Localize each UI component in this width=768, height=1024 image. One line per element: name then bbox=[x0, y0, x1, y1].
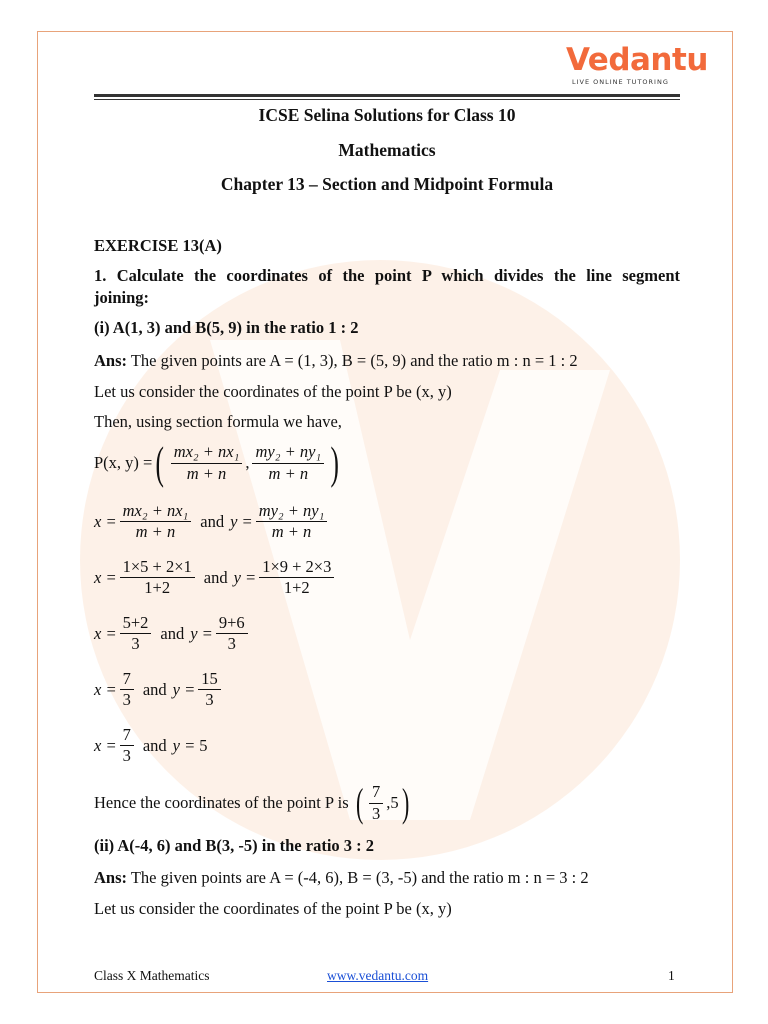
equation-step-4: x = $\frac{7}{3}$ and y = $\frac{15}{3}$ bbox=[94, 670, 224, 709]
fraction: $\frac{5+2}{3}$ bbox=[120, 614, 152, 653]
answer-text: The given points are A = (1, 3), B = (5, 9) and the ratio m : n = 1 : 2 bbox=[127, 351, 578, 370]
footer-website-link[interactable]: www.vedantu.com bbox=[327, 968, 429, 983]
equation-step-3: x = $\frac{5+2}{3}$ and y = $\frac{9+6}{3}$ bbox=[94, 614, 251, 653]
footer-link-wrapper bbox=[327, 968, 428, 984]
fraction: $\frac{\text{mx₂ + nx₁}}{m + n}$ bbox=[171, 443, 243, 482]
part-2-consider: Let us consider the coordinates of the point P be (x, y) bbox=[94, 899, 452, 918]
chapter-title: Chapter 13 – Section and Midpoint Formula bbox=[220, 174, 554, 194]
question-1-line-2: joining: bbox=[94, 288, 150, 307]
open-paren: ( bbox=[355, 780, 363, 825]
formula-lhs: P(x, y) = bbox=[94, 453, 153, 472]
result-line: Hence the coordinates of the point P is ( $\frac{7}{3}$ ,5 ) bbox=[94, 780, 409, 825]
fraction: $\frac{\text{mx₂ + nx₁}}{m + n}$ bbox=[120, 502, 192, 541]
equation-step-1: x = $\frac{\text{mx₂ + nx₁}}{m + n}$ and y = $\frac{\text{my₂ + ny₁}}{m + n}$ bbox=[94, 502, 330, 541]
close-paren: ) bbox=[401, 780, 409, 825]
document-title: ICSE Selina Solutions for Class 10 bbox=[258, 105, 516, 125]
question-1-line-1: 1. Calculate the coordinates of the point P which divides the line segment bbox=[94, 266, 680, 285]
fraction: $\frac{7}{3}$ bbox=[120, 726, 134, 765]
close-paren: ) bbox=[330, 437, 340, 488]
footer-class-label: Class X Mathematics bbox=[94, 968, 210, 983]
exercise-heading: EXERCISE 13(A) bbox=[94, 236, 222, 255]
answer-label: Ans: bbox=[94, 868, 128, 887]
fraction: $\frac{7}{3}$ bbox=[120, 670, 134, 709]
equation-step-2: x = $\frac{1\times 5 + 2\times 1}{1+2}$ and y = $\frac{1\times 9 + 2\times 3}{1+2}$ bbox=[94, 558, 337, 597]
answer-label: Ans: bbox=[94, 351, 128, 370]
vedantu-logo[interactable] bbox=[566, 42, 708, 90]
page-number: 1 bbox=[668, 968, 675, 983]
answer-text: The given points are A = (-4, 6), B = (3, -5) and the ratio m : n = 3 : 2 bbox=[127, 868, 589, 887]
fraction: $\frac{\text{my₂ + ny₁}}{m + n}$ bbox=[252, 443, 324, 482]
part-2-heading: (ii) A(-4, 6) and B(3, -5) in the ratio 3 : 2 bbox=[94, 836, 375, 855]
part-1-then: Then, using section formula we have, bbox=[94, 412, 342, 431]
part-1-consider: Let us consider the coordinates of the point P be (x, y) bbox=[94, 382, 452, 401]
fraction: $\frac{1\times 5 + 2\times 1}{1+2}$ bbox=[120, 558, 195, 597]
section-formula: P(x, y) = ( $\frac{\text{mx₂ + nx₁}}{m + n}$ , $\frac{\text{my₂ + ny₁}}{m + n}$ ) bbox=[94, 437, 340, 488]
part-1-heading: (i) A(1, 3) and B(5, 9) in the ratio 1 : 2 bbox=[94, 318, 359, 337]
fraction: $\frac{\text{my₂ + ny₁}}{m + n}$ bbox=[256, 502, 328, 541]
fraction: $\frac{9+6}{3}$ bbox=[216, 614, 248, 653]
equation-step-5: x = $\frac{7}{3}$ and y = 5 bbox=[94, 725, 208, 766]
fraction: $\frac{7}{3}$ bbox=[369, 783, 383, 822]
fraction: $\frac{1\times 9 + 2\times 3}{1+2}$ bbox=[259, 558, 334, 597]
subject-title: Mathematics bbox=[338, 140, 436, 160]
open-paren: ( bbox=[155, 437, 165, 488]
fraction: $\frac{15}{3}$ bbox=[198, 670, 221, 709]
header-rule bbox=[94, 94, 680, 100]
logo-wordmark: Vedantu bbox=[566, 42, 708, 78]
part-1-answer bbox=[94, 351, 578, 371]
logo-tagline: LIVE ONLINE TUTORING bbox=[572, 78, 669, 86]
part-2-answer bbox=[94, 868, 589, 888]
